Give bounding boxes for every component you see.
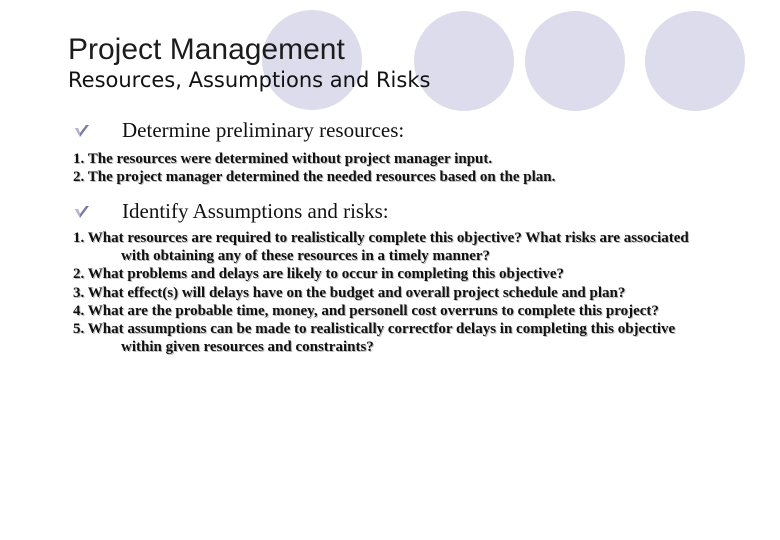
- assumptions-risks-list: [73, 229, 713, 356]
- list-item: 4. What are the probable time, money, and personell cost overruns to complete this project?: [73, 302, 659, 319]
- list-item: 1. What resources are required to realistically complete this objective? What risks are associated with obtaining any of these resources in a timely manner?: [73, 230, 689, 265]
- resources-list: [73, 150, 713, 186]
- section-heading: Identify Assumptions and risks:: [122, 199, 389, 223]
- checkmark-bullet-icon: [74, 204, 90, 220]
- slide-subtitle: Resources, Assumptions and Risks: [68, 68, 431, 92]
- section-heading: Determine preliminary resources:: [122, 118, 405, 142]
- list-item: 3. What effect(s) will delays have on the budget and overall project schedule and plan?: [73, 284, 626, 301]
- list-item: 2. What problems and delays are likely to occur in completing this objective?: [73, 266, 564, 283]
- list-item: 1. The resources were determined without project manager input.: [73, 151, 493, 167]
- list-item: 2. The project manager determined the needed resources based on the plan.: [73, 169, 556, 186]
- checkmark-bullet-icon: [74, 123, 90, 139]
- section-heading-row: [74, 199, 389, 224]
- section-heading-row: [74, 118, 404, 143]
- decorative-circle: [414, 11, 514, 111]
- decorative-circle: [525, 11, 625, 111]
- list-item: 5. What assumptions can be made to realistically correctfor delays in completing this objective within given resources and constraints?: [73, 321, 676, 356]
- decorative-circle: [645, 11, 745, 111]
- slide-title: Project Management: [68, 33, 345, 66]
